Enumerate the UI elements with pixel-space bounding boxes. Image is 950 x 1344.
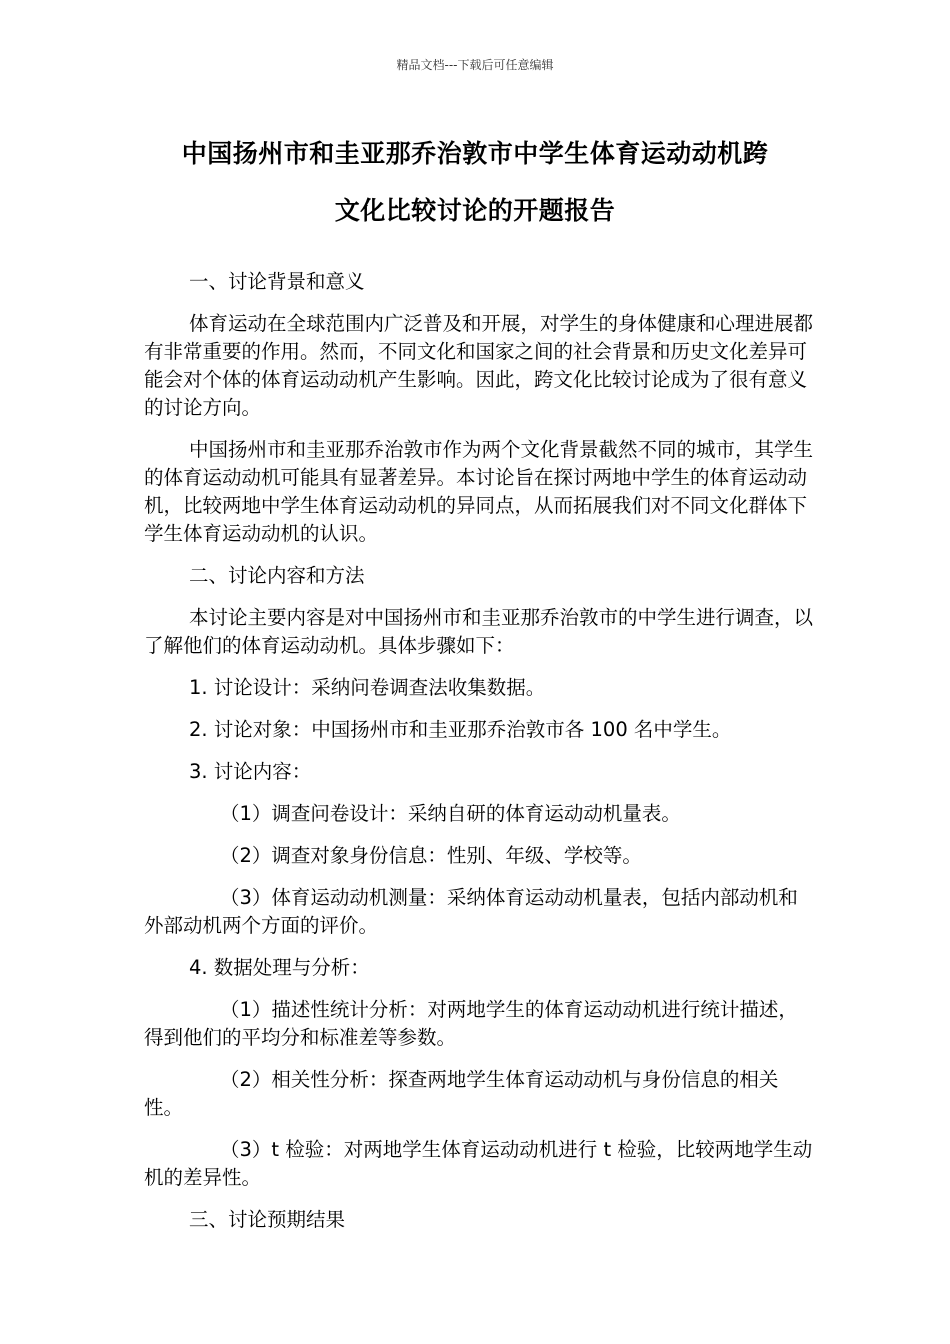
- paragraph-purpose: 中国扬州市和圭亚那乔治敦市作为两个文化背景截然不同的城市，其学生的体育运动动机可能具有显著差异。本讨论旨在探讨两地中学生的体育运动动机，比较两地中学生体育运动动机的异同点，从而拓展我们对不同文化群体下学生体育运动动机的认识。: [144, 438, 814, 545]
- sub-item-t-test: （3）t 检验：对两地学生体育运动动机进行 t 检验，比较两地学生动机的差异性。: [144, 1138, 813, 1189]
- paragraph-content-intro: 本讨论主要内容是对中国扬州市和圭亚那乔治敦市的中学生进行调查，以了解他们的体育运动动机。具体步骤如下：: [144, 606, 814, 657]
- document-body: [144, 268, 814, 1248]
- sub-item-correlation: （2）相关性分析：探查两地学生体育运动动机与身份信息的相关性。: [144, 1068, 779, 1119]
- section-heading-background: 一、讨论背景和意义: [189, 270, 365, 293]
- list-item-subjects: 2. 讨论对象：中国扬州市和圭亚那乔治敦市各 100 名中学生。: [189, 718, 732, 741]
- document-title-line-1: 中国扬州市和圭亚那乔治敦市中学生体育运动动机跨: [181, 139, 769, 168]
- sub-item-descriptive-stats: （1）描述性统计分析：对两地学生的体育运动动机进行统计描述，得到他们的平均分和标准差等参数。: [144, 998, 798, 1049]
- list-item-design: 1. 讨论设计：采纳问卷调查法收集数据。: [189, 676, 546, 699]
- list-item-content: 3. 讨论内容：: [189, 760, 312, 783]
- document-title-line-2: 文化比较讨论的开题报告: [334, 196, 616, 225]
- sub-item-questionnaire: （1）调查问卷设计：采纳自研的体育运动动机量表。: [220, 802, 681, 825]
- list-item-data-analysis: 4. 数据处理与分析：: [189, 956, 370, 979]
- sub-item-identity-info: （2）调查对象身份信息：性别、年级、学校等。: [220, 844, 642, 867]
- sub-item-motivation-measure: （3）体育运动动机测量：采纳体育运动动机量表，包括内部动机和外部动机两个方面的评价。: [144, 886, 798, 937]
- section-heading-expected-results: 三、讨论预期结果: [189, 1208, 346, 1231]
- page-header: 精品文档---下载后可任意编辑: [396, 58, 554, 72]
- section-heading-content-methods: 二、讨论内容和方法: [189, 564, 365, 587]
- paragraph-background: 体育运动在全球范围内广泛普及和开展，对学生的身体健康和心理进展都有非常重要的作用。然而，不同文化和国家之间的社会背景和历史文化差异可能会对个体的体育运动动机产生影响。因此，跨文化比较讨论成为了很有意义的讨论方向。: [144, 312, 814, 419]
